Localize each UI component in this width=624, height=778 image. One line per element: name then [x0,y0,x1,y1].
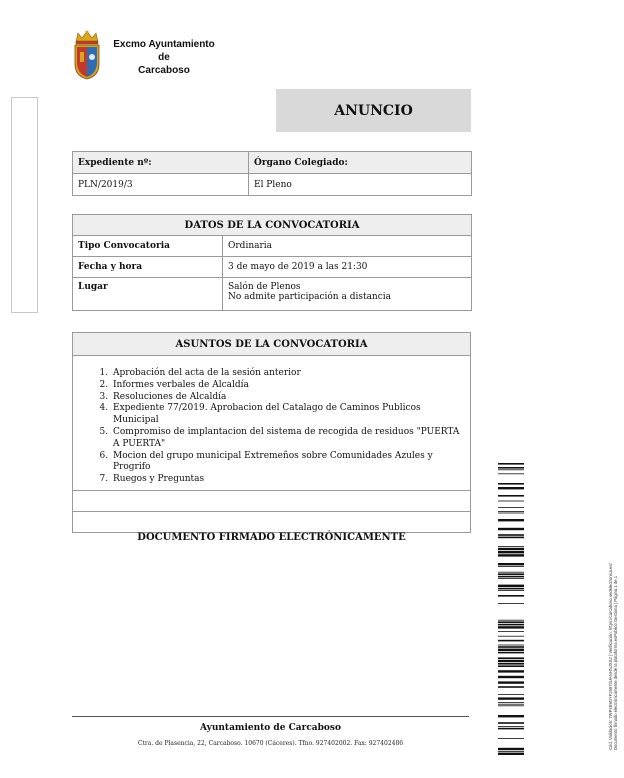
barcode-bar [498,528,524,530]
barcode-bar [498,753,524,755]
barcode-bar [498,578,524,579]
barcode-bar [498,507,524,508]
barcode-bar [498,603,524,604]
barcode-bar [498,621,524,623]
list-item: 7. Ruegos y Preguntas [111,474,460,486]
lugar-value-line-1: Salón de Plenos [228,282,301,292]
barcode-bar [498,694,524,695]
tipo-value: Ordinaria [223,236,472,257]
lugar-label: Lugar [73,278,223,311]
asuntos-list [93,368,460,486]
validation-margin-text [608,466,624,750]
barcode-bar [498,548,524,550]
lugar-value [223,278,472,311]
barcode-bar [498,702,524,703]
barcode-bar [498,469,524,470]
footer-address: Ctra. de Plasencia, 22, Carcaboso. 10670 (Cáceres). Tfno. 927402002. Fax: 927402486 [137,740,404,747]
barcode-bar [498,467,524,469]
barcode-bar [498,697,524,699]
barcode-bar [498,595,524,597]
barcode-bar [498,704,524,705]
side-strip [11,97,38,313]
validation-line-1: Cód. Validación: 7WP4E9DYF25974UANHNJXS2 | Verificación: https://carcaboso.sedelectronica.es/ [608,563,613,750]
list-item: 4. Expediente 77/2019. Aprobacion del Catalago de Caminos Publicos Municipal [111,403,460,427]
barcode-bar [498,626,524,628]
barcode-bar [498,670,524,672]
barcode-bar [498,681,524,683]
list-item: 3. Resoluciones de Alcaldía [111,392,460,404]
barcode-bar [498,501,524,502]
barcode-bar [498,590,524,591]
lugar-value-line-2: No admite participación a distancia [228,292,392,302]
barcode-bar [498,576,524,578]
coat-of-arms-icon [72,28,102,80]
barcode-bar [498,751,524,752]
footer-divider [72,716,469,717]
barcode-bar [498,726,524,727]
fecha-label: Fecha y hora [73,257,223,278]
barcode-bar [498,551,524,553]
tipo-label: Tipo Convocatoria [73,236,223,257]
datos-title: DATOS DE LA CONVOCATORIA [73,215,472,236]
barcode-bar [498,624,524,626]
barcode-bar [498,715,524,717]
barcode-bar [498,640,524,642]
barcode-bar [498,588,524,590]
barcode-bar [498,649,524,651]
barcode-bar [498,483,524,485]
municipality-line-2: de [158,52,170,63]
barcode-bar [498,572,524,573]
barcode-bar [498,537,524,539]
empty-row [73,511,471,532]
footer-name: Ayuntamiento de Carcaboso [200,723,341,733]
barcode-bar [498,657,524,659]
municipality-name [104,38,224,77]
municipality-line-1: Excmo Ayuntamiento [113,39,215,50]
barcode-bar [498,566,524,567]
barcode-bar [498,748,524,750]
barcode-bar [498,646,524,648]
empty-row [73,490,471,511]
barcode-bar [498,660,524,662]
barcode-icon [498,463,524,755]
notice-title: ANUNCIO [276,89,471,132]
barcode-bar [498,463,524,465]
validation-line-2: Documento firmado electrónicamente desde la plataforma esPublico Gestiona | Página 1 de 1 [613,575,618,750]
barcode-bar [498,487,524,489]
barcode-bar [498,728,524,730]
barcode-bar [498,511,524,512]
barcode-bar [498,563,524,565]
barcode-bar [498,573,524,575]
signature-note: DOCUMENTO FIRMADO ELECTRÓNICAMENTE [137,532,406,543]
barcode-bar [498,722,524,724]
barcode-bar [498,738,524,739]
expediente-table [72,151,472,196]
barcode-bar [498,495,524,497]
asuntos-list-cell [73,356,471,491]
barcode-bar [498,665,524,667]
expediente-value: PLN/2019/3 [73,174,249,196]
list-item: 6. Mocion del grupo municipal Extremeños sobre Comunidades Azules y Progrifo [111,451,460,475]
barcode-bar [498,534,524,536]
barcode-bar [498,631,524,632]
barcode-bar [498,705,524,706]
asuntos-title: ASUNTOS DE LA CONVOCATORIA [73,333,471,356]
list-item: 1. Aprobación del acta de la sesión anterior [111,368,460,380]
list-item: 5. Compromiso de implantacion del sistema de recogida de residuos "PUERTA A PUERTA" [111,427,460,451]
organo-label: Órgano Colegiado: [249,152,472,174]
barcode-bar [498,546,524,547]
barcode-bar [498,620,524,621]
fecha-value: 3 de mayo de 2019 a las 21:30 [223,257,472,278]
expediente-label: Expediente nº: [73,152,249,174]
barcode-bar [498,686,524,688]
barcode-bar [498,663,524,665]
barcode-bar [498,636,524,637]
barcode-bar [498,585,524,587]
asuntos-table [72,332,471,533]
barcode-bar [498,554,524,556]
barcode-bar [498,676,524,678]
list-item: 2. Informes verbales de Alcaldía [111,380,460,392]
barcode-bar [498,473,524,474]
barcode-bar [498,645,524,646]
municipality-line-3: Carcaboso [138,65,190,76]
barcode-bar [498,513,524,514]
barcode-bar [498,652,524,654]
datos-table [72,214,472,311]
organo-value: El Pleno [249,174,472,196]
barcode-bar [498,519,524,521]
